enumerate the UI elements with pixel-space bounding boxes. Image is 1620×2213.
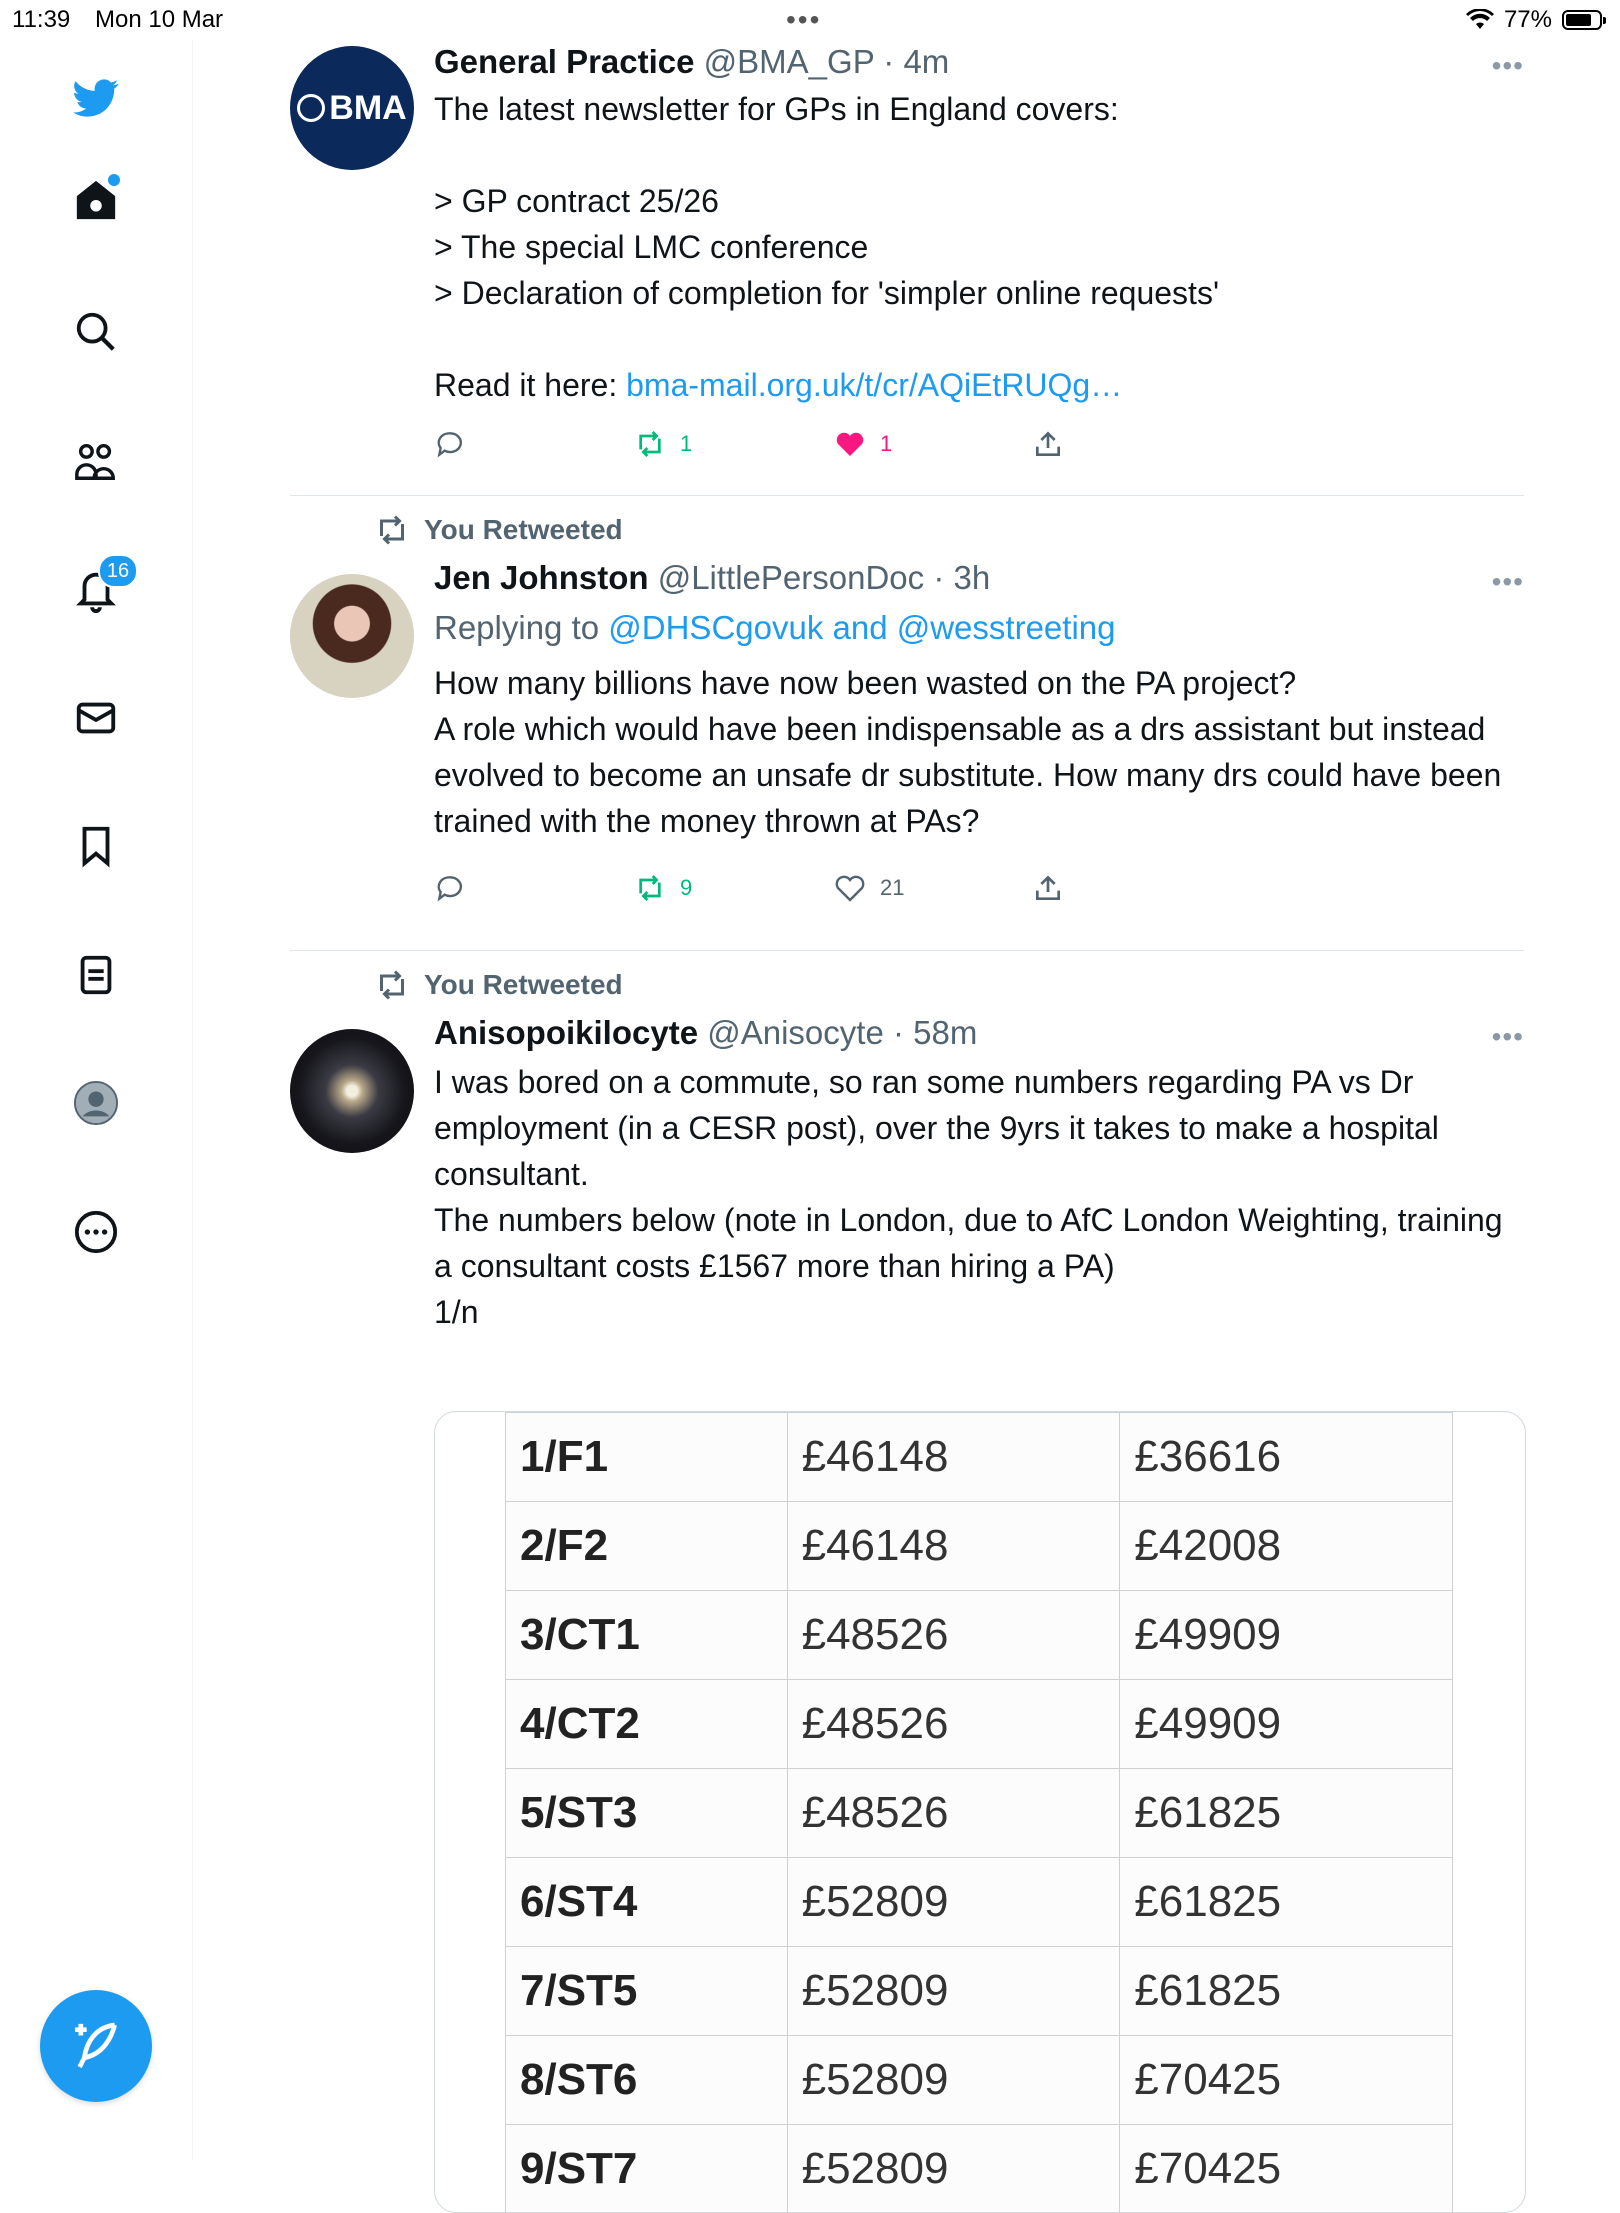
avatar[interactable] (290, 1029, 414, 1153)
table-cell: £52809 (787, 1947, 1120, 2036)
like-count: 21 (880, 875, 904, 901)
table-row (506, 2036, 1453, 2125)
bell-icon[interactable] (68, 562, 124, 618)
share-icon (1032, 428, 1064, 460)
reply-icon (434, 872, 466, 904)
heart-icon (834, 872, 866, 904)
timestamp[interactable]: · 3h (933, 559, 990, 596)
table-row (506, 1413, 1453, 1502)
retweet-icon (374, 512, 410, 548)
avatar-logo-text: BMA (329, 89, 406, 128)
tweet-text-line: > Declaration of completion for 'simpler online requests' (434, 270, 1524, 316)
table-cell: 2/F2 (506, 1502, 788, 1591)
table-cell: £70425 (1120, 2125, 1453, 2213)
table-cell: £46148 (787, 1502, 1120, 1591)
table-cell: 5/ST3 (506, 1769, 788, 1858)
table-cell: £70425 (1120, 2036, 1453, 2125)
retweet-button[interactable] (634, 872, 692, 904)
table-row (506, 1680, 1453, 1769)
table-cell: £49909 (1120, 1591, 1453, 1680)
like-button[interactable] (834, 428, 892, 460)
tweet-text: How many billions have now been wasted on the PA project? A role which would have been indispensable as a drs assistant but instead evolved to become an unsafe dr substitute. How many drs could have been trained with the money thrown at PAs? (434, 660, 1524, 844)
battery-icon (1562, 10, 1602, 30)
notification-badge: 16 (98, 554, 138, 588)
table-cell: £42008 (1120, 1502, 1453, 1591)
like-count: 1 (880, 431, 892, 457)
sidebar (0, 40, 193, 2160)
retweet-icon (374, 967, 410, 1003)
handle[interactable]: @Anisocyte (707, 1014, 884, 1051)
tweet-text-line: The latest newsletter for GPs in England covers: (434, 86, 1524, 132)
reply-icon (434, 428, 466, 460)
tweet[interactable] (290, 496, 1524, 950)
tweet-text-line: > GP contract 25/26 (434, 178, 1524, 224)
table-cell: 8/ST6 (506, 2036, 788, 2125)
table-cell: 1/F1 (506, 1413, 788, 1502)
retweet-button[interactable] (634, 428, 692, 460)
table-row (506, 1769, 1453, 1858)
table-row (506, 2125, 1453, 2213)
like-button[interactable] (834, 872, 904, 904)
retweet-icon (634, 428, 666, 460)
tweet[interactable] (290, 40, 1524, 495)
retweet-count: 9 (680, 875, 692, 901)
tweet-text: I was bored on a commute, so ran some numbers regarding PA vs Dr employment (in a CESR post), over the 9yrs it takes to make a hospital consultant. The numbers below (note in London, due to AfC London Weighting, training a consultant costs £1567 more than hiring a PA) 1/n (434, 1059, 1524, 1335)
timestamp[interactable]: · 58m (893, 1014, 977, 1051)
battery-level (1566, 14, 1591, 26)
tweet-actions (434, 872, 1134, 916)
table-cell: £52809 (787, 2036, 1120, 2125)
table-cell: 6/ST4 (506, 1858, 788, 1947)
tweet-actions (434, 428, 1134, 472)
table-cell: £49909 (1120, 1680, 1453, 1769)
table-cell: £61825 (1120, 1947, 1453, 2036)
table-row (506, 1591, 1453, 1680)
reply-context: Replying to @DHSCgovuk and @wesstreeting (434, 606, 1524, 650)
more-options-icon[interactable]: ••• (1492, 50, 1524, 82)
status-date: Mon 10 Mar (95, 6, 223, 34)
share-button[interactable] (1032, 428, 1064, 460)
table-row (506, 1947, 1453, 2036)
battery-percent: 77% (1504, 6, 1552, 34)
retweet-count: 1 (680, 431, 692, 457)
profile-icon[interactable] (68, 1075, 124, 1131)
table-cell: £48526 (787, 1769, 1120, 1858)
reply-button[interactable] (434, 428, 466, 460)
communities-icon[interactable] (68, 433, 124, 489)
retweet-icon (634, 872, 666, 904)
tweet-text-line (434, 132, 1524, 178)
reply-button[interactable] (434, 872, 466, 904)
tweet-text (434, 86, 1524, 362)
bookmark-icon[interactable] (68, 818, 124, 874)
more-options-icon[interactable]: ••• (1492, 1021, 1524, 1053)
status-time: 11:39 (12, 6, 70, 34)
table-cell: 7/ST5 (506, 1947, 788, 2036)
avatar[interactable] (290, 574, 414, 698)
table-cell: 4/CT2 (506, 1680, 788, 1769)
table-cell: £52809 (787, 2125, 1120, 2213)
home-unread-dot (108, 174, 120, 186)
compose-button[interactable] (40, 1990, 152, 2102)
tweet-link-line: Read it here: bma-mail.org.uk/t/cr/AQiEtRUQg… (434, 362, 1524, 408)
timestamp[interactable]: · 4m (883, 43, 949, 80)
retweeted-label: You Retweeted (374, 967, 623, 1003)
more-options-icon[interactable]: ••• (1492, 566, 1524, 598)
handle[interactable]: @BMA_GP (704, 43, 874, 80)
more-circle-icon[interactable] (68, 1204, 124, 1260)
twitter-logo-icon[interactable] (68, 70, 124, 126)
table-cell: 3/CT1 (506, 1591, 788, 1680)
tweet-image-card[interactable] (434, 1411, 1526, 2213)
retweeted-label: You Retweeted (374, 512, 623, 548)
status-bar (0, 0, 1620, 40)
table-row (506, 1502, 1453, 1591)
display-name[interactable]: Anisopoikilocyte (434, 1014, 698, 1051)
wifi-icon (1466, 9, 1494, 31)
home-icon[interactable] (68, 172, 124, 228)
table-cell: £52809 (787, 1858, 1120, 1947)
reply-mentions[interactable]: @DHSCgovuk and @wesstreeting (608, 609, 1115, 646)
table-cell: £48526 (787, 1680, 1120, 1769)
table-cell: £61825 (1120, 1769, 1453, 1858)
avatar[interactable] (290, 46, 414, 170)
heart-filled-icon (834, 428, 866, 460)
salary-table (505, 1412, 1453, 2213)
share-button[interactable] (1032, 872, 1064, 904)
search-icon[interactable] (68, 304, 124, 360)
table-cell: £36616 (1120, 1413, 1453, 1502)
table-cell: 9/ST7 (506, 2125, 788, 2213)
table-row (506, 1858, 1453, 1947)
tweet-text-line: > The special LMC conference (434, 224, 1524, 270)
handle[interactable]: @LittlePersonDoc (658, 559, 924, 596)
table-cell: £46148 (787, 1413, 1120, 1502)
share-icon (1032, 872, 1064, 904)
table-cell: £61825 (1120, 1858, 1453, 1947)
display-name[interactable]: Jen Johnston (434, 559, 649, 596)
mail-icon[interactable] (68, 690, 124, 746)
multitasking-dots-icon[interactable]: ••• (786, 4, 821, 36)
display-name[interactable]: General Practice (434, 43, 695, 80)
tweet[interactable] (290, 951, 1524, 2161)
compose-icon (68, 2018, 124, 2074)
tweet-text-line (434, 316, 1524, 362)
list-icon[interactable] (68, 947, 124, 1003)
tweet-link[interactable]: bma-mail.org.uk/t/cr/AQiEtRUQg… (626, 367, 1122, 403)
table-cell: £48526 (787, 1591, 1120, 1680)
